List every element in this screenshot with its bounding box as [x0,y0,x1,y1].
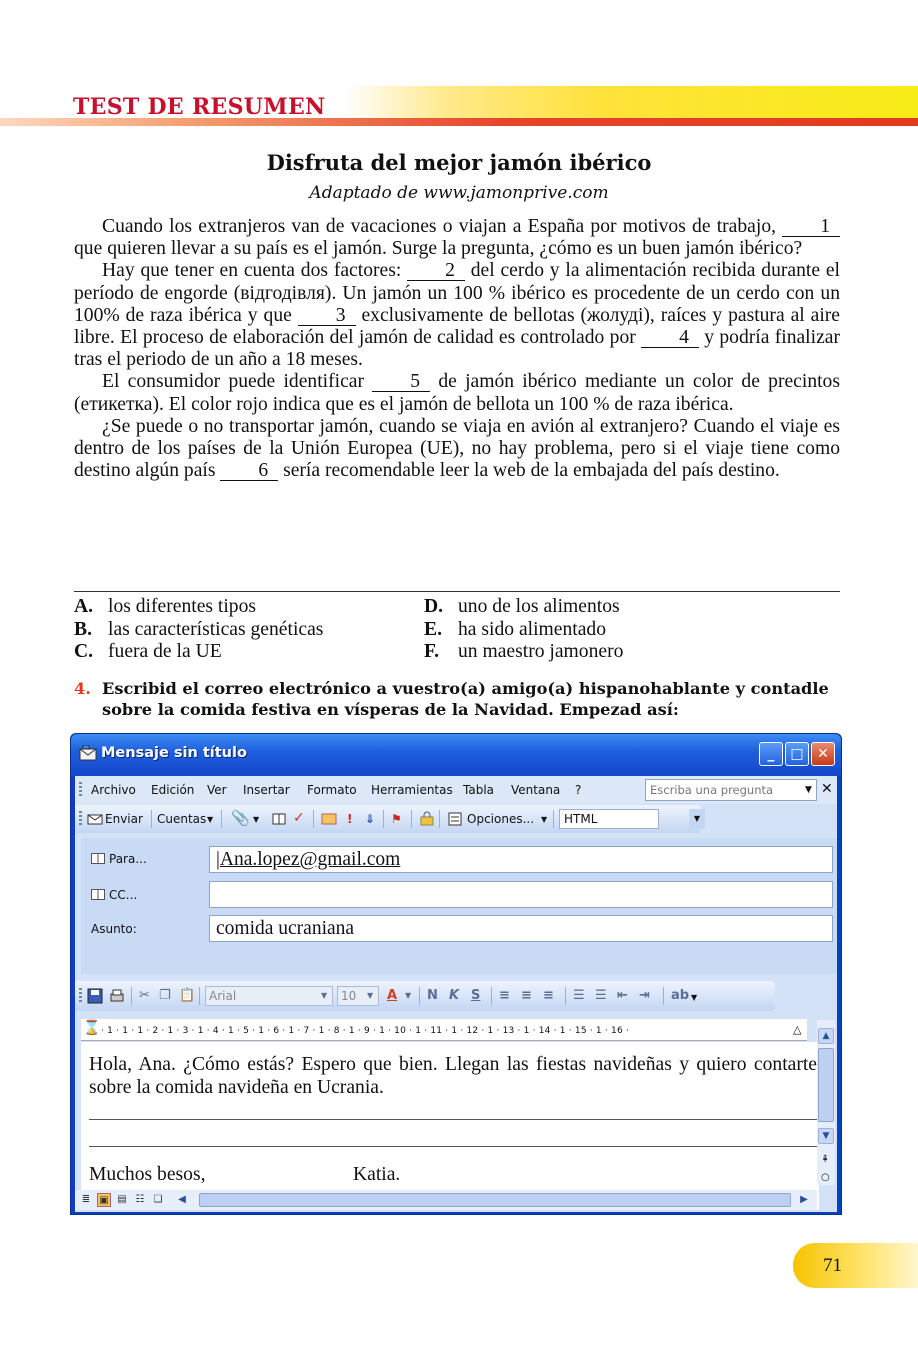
font-size-select[interactable]: 10 [337,986,379,1006]
close-icon: ✕ [817,746,829,762]
print-view-icon[interactable]: ▤ [117,1194,127,1205]
maximize-icon: □ [790,746,804,762]
minimize-icon: _ [767,746,775,762]
options-icon[interactable] [447,811,463,827]
font-color-icon[interactable]: A [387,988,398,1003]
menu-archivo[interactable]: Archivo [91,783,136,797]
menu-ver[interactable]: Ver [207,783,227,797]
menu-insertar[interactable]: Insertar [243,783,290,797]
decrease-indent-icon[interactable]: ⇤ [617,988,628,1003]
task-number: 4. [74,679,91,698]
chevron-down-icon[interactable]: ▼ [207,815,214,824]
gap-blank: 2 [407,262,465,281]
ruler-ticks: · 1 · 1 · 1 · 2 · 1 · 3 · 1 · 4 · 1 · 5 · 1 · 6 · 1 · 7 · 1 · 8 · 1 · 9 · 1 · 10 · 1 · 11 · 1 · 12 · 1 · 13 · 1 · 14 · 1 · 15 · 1 · 16 · [101,1026,630,1036]
tab-stop-icon[interactable]: ⌛ [83,1020,101,1036]
option-b: B. las características genéticas [74,618,324,640]
flag-icon[interactable]: ⚑ [391,812,402,826]
section-banner [0,86,918,128]
normal-view-icon[interactable]: ≣ [81,1194,91,1205]
close-icon[interactable]: ✕ [821,781,833,797]
message-header [81,838,837,974]
menu-ventana[interactable]: Ventana [511,783,561,797]
options-button[interactable]: Opciones... [467,812,535,826]
chevron-down-icon[interactable]: ▼ [541,815,548,824]
toolbar-separator [491,987,492,1005]
align-right-icon[interactable]: ≡ [543,988,554,1003]
option-e: E. ha sido alimentado [424,618,607,640]
toolbar-separator [313,810,314,828]
article-text [74,216,840,482]
divider [74,591,840,592]
options-left [74,596,323,664]
window-titlebar[interactable] [71,734,841,776]
gap-blank: 1 [782,218,840,237]
ruler[interactable] [81,1019,807,1041]
chevron-down-icon[interactable]: ▼ [805,785,812,795]
scroll-right-icon[interactable]: ▶ [800,1194,808,1205]
subject-label: Asunto: [91,922,137,936]
chevron-down-icon[interactable]: ▼ [405,991,412,1000]
banner-yellow-bar [345,86,918,122]
numbered-list-icon[interactable]: ☰ [573,988,585,1003]
to-field[interactable]: |Ana.lopez@gmail.com [209,846,833,873]
cut-icon[interactable]: ✂ [139,988,150,1003]
menu-edicion[interactable]: Edición [151,783,195,797]
page-number: 71 [823,1255,842,1276]
subject-field[interactable]: comida ucraniana [209,915,833,942]
gap-blank: 6 [220,462,278,481]
chevron-down-icon[interactable]: ▼ [691,993,698,1002]
closing-text: Muchos besos, [89,1164,206,1185]
close-button[interactable] [811,742,835,766]
permission-icon[interactable] [419,811,435,827]
options-right [424,596,623,664]
paragraph: El consumidor puede identificar 5 de jamón ibérico mediante un color de precintos (етикетка). El color rojo indica que es el jamón de bellota un 100 % de raza ibérica. [74,371,840,415]
option-d: D. uno de los alimentos [424,596,620,617]
web-view-icon[interactable]: ▣ [97,1193,111,1207]
align-left-icon[interactable]: ≡ [499,988,510,1003]
underline-button[interactable]: S [471,988,481,1003]
scroll-thumb[interactable] [818,1048,834,1122]
right-indent-icon[interactable]: △ [793,1023,802,1036]
toolbar-separator [419,987,420,1005]
mail-window [70,733,842,1215]
outline-view-icon[interactable]: ☷ [135,1194,145,1205]
option-f: F. un maestro jamonero [424,641,624,662]
option-a: A. los diferentes tipos [74,596,257,617]
address-book-icon [91,889,105,900]
toolbar-separator [565,987,566,1005]
gap-blank: 4 [641,329,699,348]
font-name-select[interactable]: Arial [205,986,333,1006]
bold-button[interactable]: N [427,988,438,1003]
envelope-icon [79,745,97,761]
chevron-down-icon[interactable]: ▼ [367,991,374,1000]
italic-button[interactable]: K [449,988,460,1003]
cc-label[interactable]: CC... [91,888,137,902]
chevron-down-icon[interactable]: ▼ [321,991,328,1000]
toolbar-separator [199,987,200,1005]
send-button[interactable]: Enviar [105,812,143,826]
section-title: TEST DE RESUMEN [73,94,326,120]
browse-object-icon[interactable]: ○ [821,1172,830,1183]
formatting-toolbar [75,981,775,1011]
menu-herramientas[interactable]: Herramientas [371,783,453,797]
menu-bar [75,776,837,804]
toolbar-separator [553,810,554,828]
grip-handle[interactable] [79,811,82,827]
scroll-left-icon[interactable]: ◀ [178,1194,186,1205]
chevron-down-icon[interactable]: ▼ [253,815,260,824]
minimize-button[interactable] [759,742,783,766]
reading-view-icon[interactable]: ❏ [153,1194,163,1205]
task-text: Escribid el correo electrónico a vuestro(a) amigo(a) hispanohablante y contadle sobre la comida festiva en vísperas de la Navidad. Empezad así: [102,679,829,719]
window-client [75,776,837,1212]
message-body[interactable] [81,1042,819,1210]
vertical-scrollbar[interactable] [817,1020,835,1185]
align-center-icon[interactable]: ≡ [521,988,532,1003]
ask-question-input[interactable]: Escriba una pregunta [645,779,817,801]
maximize-button[interactable] [785,742,809,766]
message-text: Hola, Ana. ¿Cómo estás? Espero que bien. Llegan las fiestas navideñas y quiero contarte sobre la comida navideña en Ucrania. [89,1054,817,1098]
paste-icon[interactable]: 📋 [179,988,196,1003]
grip-handle[interactable] [79,782,82,798]
address-book-icon[interactable] [271,811,287,827]
cc-field[interactable] [209,881,833,908]
standard-toolbar [75,805,701,833]
send-icon[interactable] [87,811,103,827]
toolbar-separator [131,987,132,1005]
toolbar-separator [221,810,222,828]
option-c: C. fuera de la UE [74,641,222,662]
print-icon[interactable] [109,988,125,1004]
signature-icon[interactable] [321,811,337,827]
increase-indent-icon[interactable]: ⇥ [639,988,650,1003]
toolbar-separator [411,810,412,828]
menu-formato[interactable]: Formato [307,783,357,797]
message-format-select[interactable]: HTML [559,809,659,829]
copy-icon[interactable]: ❐ [159,988,171,1003]
to-label[interactable]: Para... [91,852,147,866]
grip-handle[interactable] [79,988,82,1004]
menu-tabla[interactable]: Tabla [463,783,495,797]
toolbar-separator [439,810,440,828]
task-instruction [74,678,840,720]
scroll-down-icon[interactable]: ▼ [818,1128,834,1144]
toolbar-separator [383,810,384,828]
menu-help[interactable]: ? [575,783,582,797]
page-number-tab [793,1243,918,1288]
writing-line [89,1146,817,1147]
article-title: Disfruta del mejor jamón ibérico [266,150,652,175]
horizontal-scrollbar[interactable] [75,1190,817,1210]
paperclip-icon[interactable]: 📎 [231,809,250,827]
check-names-icon[interactable]: ✓ [293,810,305,826]
article-source: Adaptado de www.jamonprive.com [309,183,609,203]
style-icon[interactable]: ab [671,988,690,1003]
scroll-thumb[interactable] [199,1193,791,1207]
accounts-button[interactable]: Cuentas [157,812,207,826]
bulleted-list-icon[interactable]: ☰ [595,988,607,1003]
paragraph: Cuando los extranjeros van de vacaciones o viajan a España por motivos de trabajo, 1 que quieren llevar a su país es el jamón. Surge la pregunta, ¿cómo es un buen jamón ibérico? [74,216,840,260]
save-icon[interactable] [87,988,103,1004]
toolbar-separator [663,987,664,1005]
paragraph: ¿Se puede o no transportar jamón, cuando se viaja en avión al extranjero? Cuando el viaje es dentro de los países de la Unión Europea (UE), no hay problema, pero si el viaje tiene como destino algún país 6 sería recomendable leer la web de la embajada del país destino. [74,415,840,482]
window-title: Mensaje sin título [101,745,247,761]
scroll-up-icon[interactable]: ▲ [818,1028,834,1044]
gap-blank: 5 [372,373,430,392]
address-book-icon [91,853,105,864]
chevron-down-icon[interactable]: ▼ [689,809,705,829]
gap-blank: 3 [298,307,356,326]
signature-text: Katia. [353,1164,401,1185]
importance-high-icon[interactable]: ! [347,812,353,826]
previous-page-icon[interactable]: ⇞ [821,1154,830,1165]
writing-line [89,1119,817,1120]
paragraph: Hay que tener en cuenta dos factores: 2 del cerdo y la alimentación recibida durante el período de engorde (відгодівля). Un jamón un 100 % ibérico es procedente de un cerdo con un 100% de raza ibérica y que 3 exclusivamente de bellotas (жолуді), raíces y pastura al aire libre. El proceso de elaboración del jamón de calidad es controlado por 4 y podría finalizar tras el periodo de un año a 18 meses. [74,260,841,371]
toolbar-separator [151,810,152,828]
importance-low-icon[interactable]: ⇓ [365,812,376,826]
